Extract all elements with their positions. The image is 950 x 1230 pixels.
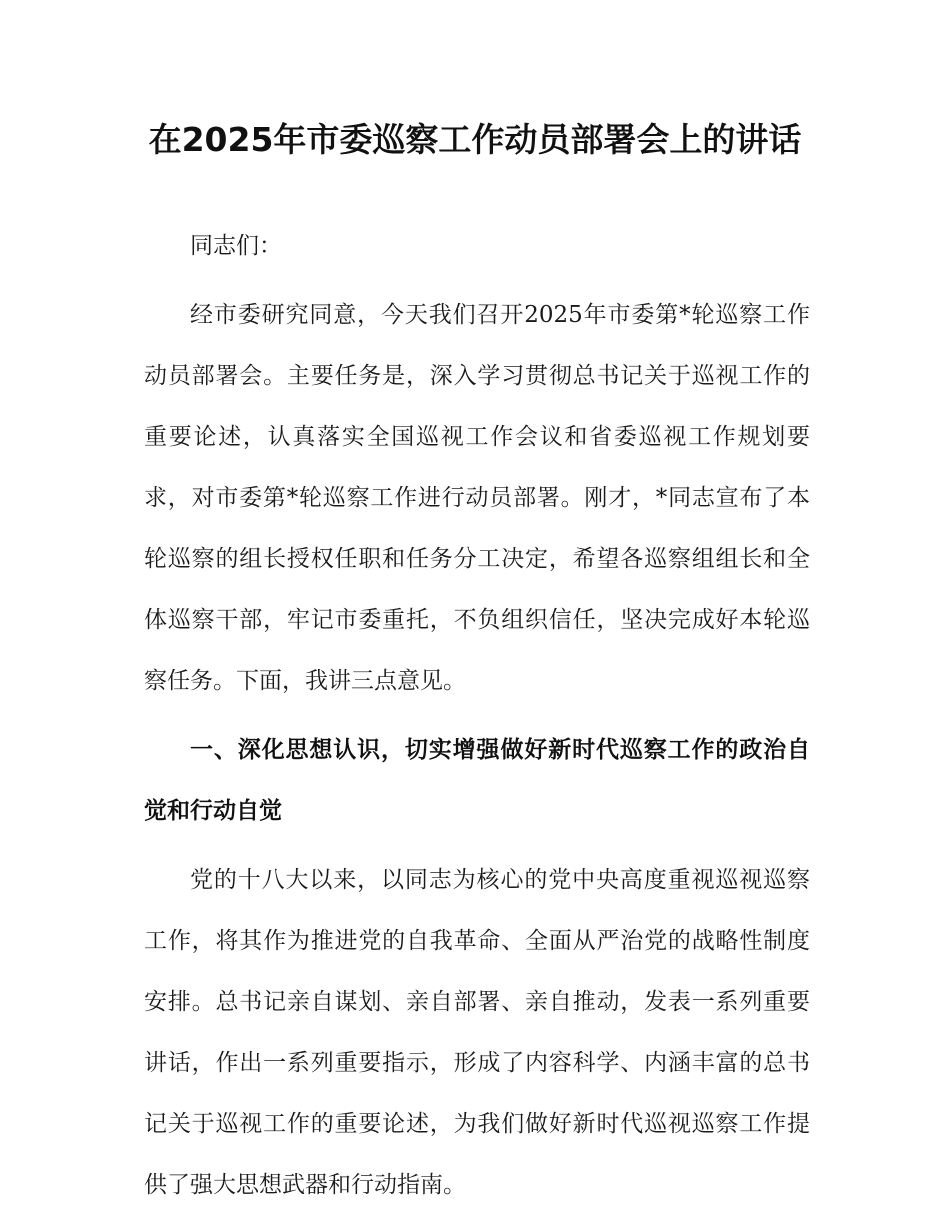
document-title: 在2025年市委巡察工作动员部署会上的讲话: [148, 120, 802, 159]
intro-paragraph: 经市委研究同意，今天我们召开2025年市委第*轮巡察工作动员部署会。主要任务是，深入学习贯彻总书记关于巡视工作的重要论述，认真落实全国巡视工作会议和省委巡视工作规划要求，对市委第*轮巡察工作进行动员部署。刚才，*同志宣布了本轮巡察的组长授权任职和任务分工决定，希望各巡察组组长和全体巡察干部，牢记市委重托，不负组织信任，坚决完成好本轮巡察任务。下面，我讲三点意见。: [144, 302, 810, 694]
section-heading-1: 一、深化思想认识，切实增强做好新时代巡察工作的政治自觉和行动自觉: [144, 737, 810, 824]
document-body: [144, 216, 810, 1224]
section-1-paragraph: 党的十八大以来，以同志为核心的党中央高度重视巡视巡察工作，将其作为推进党的自我革命、全面从严治党的战略性制度安排。总书记亲自谋划、亲自部署、亲自推动，发表一系列重要讲话，作出一系列重要指示，形成了内容科学、内涵丰富的总书记关于巡视工作的重要论述，为我们做好新时代巡视巡察工作提供了强大思想武器和行动指南。: [144, 867, 810, 1198]
salutation: 同志们：: [190, 233, 282, 259]
